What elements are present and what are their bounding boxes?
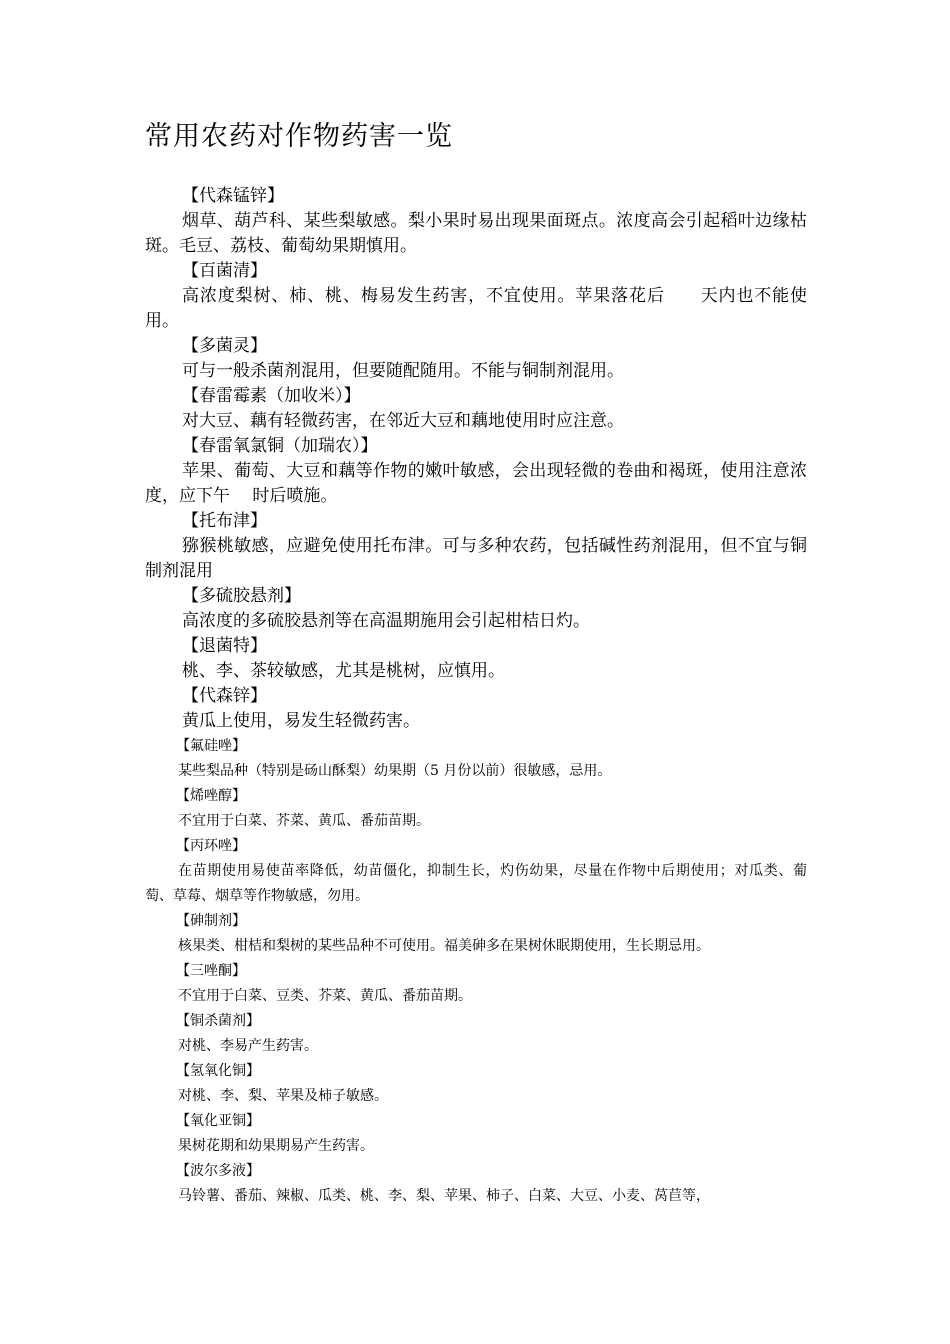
entry-text: 烟草、葫芦科、某些梨敏感。梨小果时易出现果面斑点。浓度高会引起稻叶边缘枯斑。毛豆、荔枝、葡萄幼果期慎用。	[145, 211, 807, 256]
entry-text: 高浓度的多硫胶悬剂等在高温期施用会引起柑桔日灼。	[182, 611, 590, 631]
entry-text: 不宜用于白菜、芥菜、黄瓜、番茄苗期。	[178, 813, 430, 829]
entry-triadimefon	[145, 959, 807, 1009]
entry-copper-fungicide	[145, 1009, 807, 1059]
entry-polysulfide	[145, 584, 807, 634]
entry-diniconazole	[145, 784, 807, 834]
entry-heading: 【托布津】	[182, 511, 267, 531]
entry-heading: 【春雷氧氯铜（加瑞农）】	[182, 436, 378, 456]
entry-text: 在苗期使用易使苗率降低，幼苗僵化，抑制生长，灼伤幼果，尽量在作物中后期使用；对瓜类、葡萄、草莓、烟草等作物敏感，勿用。	[145, 863, 807, 904]
entry-heading: 【三唑酮】	[176, 963, 246, 979]
entry-zineb	[145, 684, 807, 734]
entry-heading: 【多菌灵】	[182, 336, 267, 356]
entry-text: 马铃薯、番茄、辣椒、瓜类、桃、李、梨、苹果、柿子、白菜、大豆、小麦、莴苣等，	[178, 1188, 710, 1204]
entry-text: 某些梨品种（特别是砀山酥梨）幼果期（5 月份以前）很敏感，忌用。	[178, 763, 612, 779]
entry-heading: 【代森锰锌】	[182, 186, 284, 206]
entry-arsenic	[145, 909, 807, 959]
entry-text: 高浓度梨树、柿、桃、梅易发生药害，不宜使用。苹果落花后 天内也不能使用。	[145, 286, 807, 331]
entry-heading: 【烯唑醇】	[176, 788, 246, 804]
entry-heading: 【氢氧化铜】	[176, 1063, 260, 1079]
entry-heading: 【春雷霉素（加收米）】	[182, 386, 361, 406]
entry-text: 对大豆、藕有轻微药害，在邻近大豆和藕地使用时应注意。	[182, 411, 624, 431]
entry-text: 可与一般杀菌剂混用，但要随配随用。不能与铜制剂混用。	[182, 361, 624, 381]
entry-bordeaux	[145, 1159, 807, 1209]
entry-cuprous-oxide	[145, 1109, 807, 1159]
entry-copper-hydroxide	[145, 1059, 807, 1109]
entry-propiconazole	[145, 834, 807, 909]
entry-text: 对桃、李易产生药害。	[178, 1038, 318, 1054]
entry-tuzet	[145, 634, 807, 684]
entry-kasugamycin	[145, 384, 807, 434]
entry-heading: 【氧化亚铜】	[176, 1113, 260, 1129]
entry-text: 对桃、李、梨、苹果及柿子敏感。	[178, 1088, 388, 1104]
document-title: 常用农药对作物药害一览	[145, 121, 453, 152]
entry-text: 不宜用于白菜、豆类、芥菜、黄瓜、番茄苗期。	[178, 988, 472, 1004]
entry-topsin	[145, 509, 807, 584]
entry-mancozeb	[145, 184, 807, 259]
entry-text: 黄瓜上使用，易发生轻微药害。	[182, 711, 420, 731]
entry-chlorothalonil	[145, 259, 807, 334]
entry-heading: 【波尔多液】	[176, 1163, 260, 1179]
entry-heading: 【退菌特】	[182, 636, 267, 656]
entry-heading: 【丙环唑】	[176, 838, 246, 854]
entry-heading: 【多硫胶悬剂】	[182, 586, 301, 606]
entry-flusilazole	[145, 734, 807, 784]
entry-heading: 【氟硅唑】	[176, 738, 246, 754]
entry-heading: 【百菌清】	[182, 261, 267, 281]
entry-kasugamycin-copper	[145, 434, 807, 509]
entry-heading: 【铜杀菌剂】	[176, 1013, 260, 1029]
entry-text: 果树花期和幼果期易产生药害。	[178, 1138, 374, 1154]
document-body	[145, 184, 807, 1209]
entry-text: 桃、李、茶较敏感，尤其是桃树，应慎用。	[182, 661, 505, 681]
entry-text: 核果类、柑桔和梨树的某些品种不可使用。福美砷多在果树休眠期使用，生长期忌用。	[178, 938, 710, 954]
entry-carbendazim	[145, 334, 807, 384]
entry-text: 猕猴桃敏感，应避免使用托布津。可与多种农药，包括碱性药剂混用，但不宜与铜制剂混用	[145, 536, 807, 581]
entry-heading: 【代森锌】	[182, 686, 267, 706]
entry-heading: 【砷制剂】	[176, 913, 246, 929]
entry-text: 苹果、葡萄、大豆和藕等作物的嫩叶敏感，会出现轻微的卷曲和褐斑，使用注意浓度，应下午 时后喷施。	[145, 461, 807, 506]
